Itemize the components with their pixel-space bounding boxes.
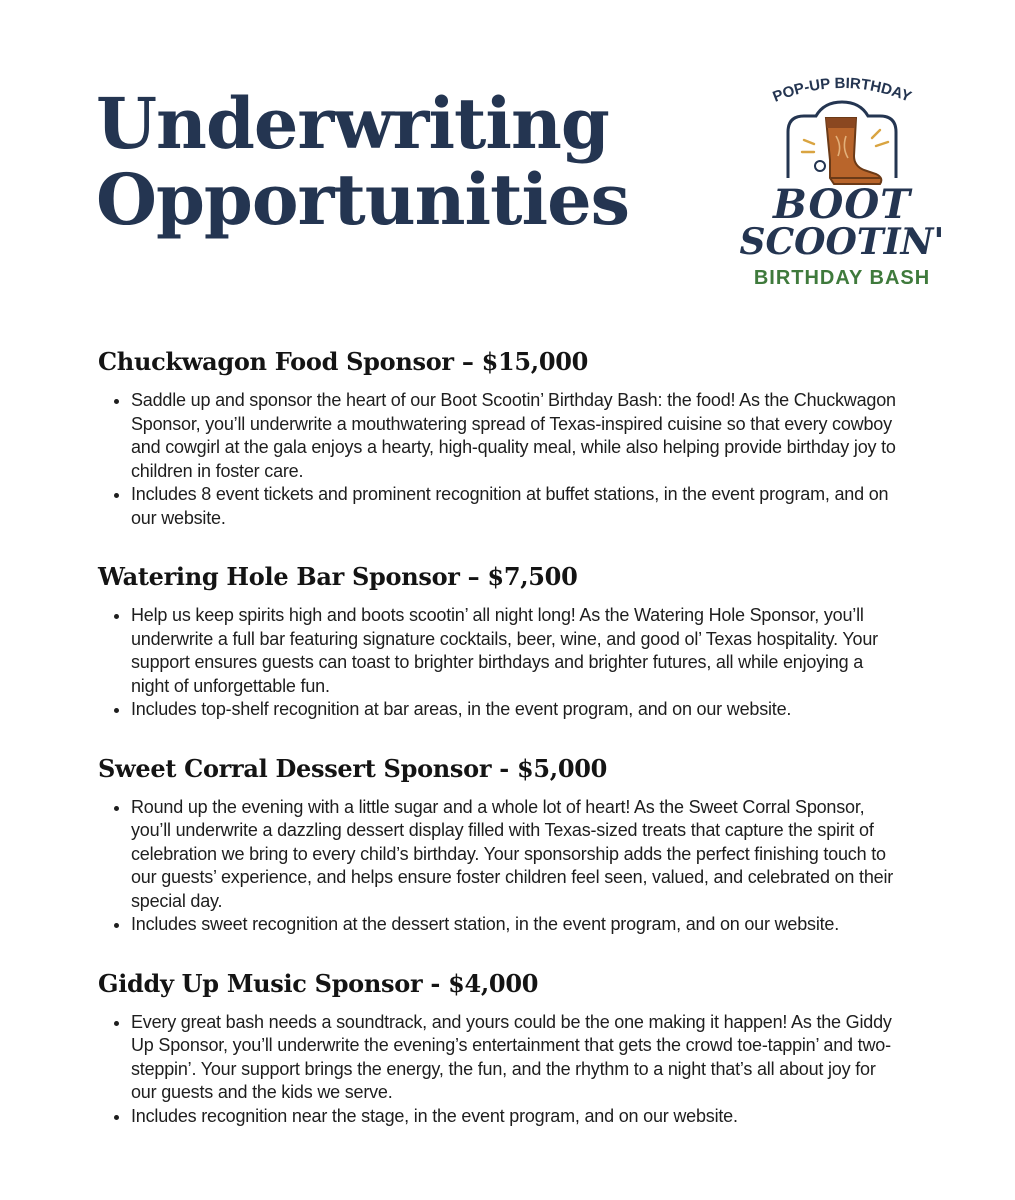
logo-word-boot: BOOT: [772, 181, 912, 228]
spur-icon: [815, 161, 825, 171]
sponsorship-list: [98, 345, 898, 1158]
sponsor-title: Chuckwagon Food Sponsor – $15,000: [98, 347, 589, 376]
logo-arc-text: POP-UP BIRTHDAY: [770, 74, 914, 106]
page-title-line-1: Underwriting: [96, 82, 609, 165]
logo-word-scootin: SCOOTIN': [739, 221, 945, 263]
logo-tagline: BIRTHDAY BASH: [753, 267, 931, 289]
sponsor-title: Giddy Up Music Sponsor - $4,000: [98, 968, 539, 998]
sponsor-bullets: [98, 796, 898, 937]
page-title-line-2: Opportunities: [96, 158, 630, 241]
bullet-item: • Every great bash needs a soundtrack, and yours could be the one making it happen! As the Giddy Up Sponsor, you’ll underwrite the evening’s entertainment that gets the crowd toe-tappin’ and two-steppin’. Your support brings the energy, the fun, and the rhythm to a night that’s all about joy for our guests and the kids we serve.: [131, 1011, 898, 1105]
sponsor-section-giddy-up: [98, 967, 898, 1129]
boot-scootin-logo: [738, 70, 948, 295]
bullet-item: • Includes top-shelf recognition at bar areas, in the event program, and on our website.: [131, 698, 898, 722]
bullet-item: • Help us keep spirits high and boots scootin’ all night long! As the Watering Hole Sponsor, you’ll underwrite a full bar featuring signature cocktails, beer, wine, and good ol’ Texas hospitality. Your support ensures guests can toast to brighter birthdays and brighter futures, all while enjoying a night of unforgettable fun.: [131, 604, 898, 698]
sponsor-bullets: [98, 389, 898, 530]
sponsor-title: Watering Hole Bar Sponsor – $7,500: [98, 562, 578, 591]
sponsor-section-watering-hole: [98, 560, 898, 722]
bullet-item: • Includes sweet recognition at the dessert station, in the event program, and on our website.: [131, 913, 898, 937]
sponsor-section-chuckwagon: [98, 345, 898, 530]
bullet-item: • Includes recognition near the stage, in the event program, and on our website.: [131, 1105, 898, 1129]
bullet-item: • Saddle up and sponsor the heart of our Boot Scootin’ Birthday Bash: the food! As the Chuckwagon Sponsor, you’ll underwrite a mouthwatering spread of Texas-inspired cuisine so that every cowboy and cowgirl at the gala enjoys a hearty, high-quality meal, while also helping provide birthday joy to children in foster care.: [131, 389, 898, 483]
bullet-item: • Includes 8 event tickets and prominent recognition at buffet stations, in the event program, and on our website.: [131, 483, 898, 530]
bullet-item: • Round up the evening with a little sugar and a whole lot of heart! As the Sweet Corral Sponsor, you’ll underwrite a dazzling dessert display filled with Texas-sized treats that capture the spirit of celebration we bring to every child’s birthday. Your sponsorship adds the perfect finishing touch to our guests’ experience, and helps ensure foster children feel seen, valued, and celebrated on their special day.: [131, 796, 898, 914]
cowboy-boot-icon: [826, 118, 881, 184]
page-title: [96, 82, 630, 241]
sponsor-title: Sweet Corral Dessert Sponsor - $5,000: [98, 753, 608, 783]
sponsor-bullets: [98, 1011, 898, 1129]
sponsor-bullets: [98, 604, 898, 722]
sponsor-section-sweet-corral: [98, 752, 898, 937]
